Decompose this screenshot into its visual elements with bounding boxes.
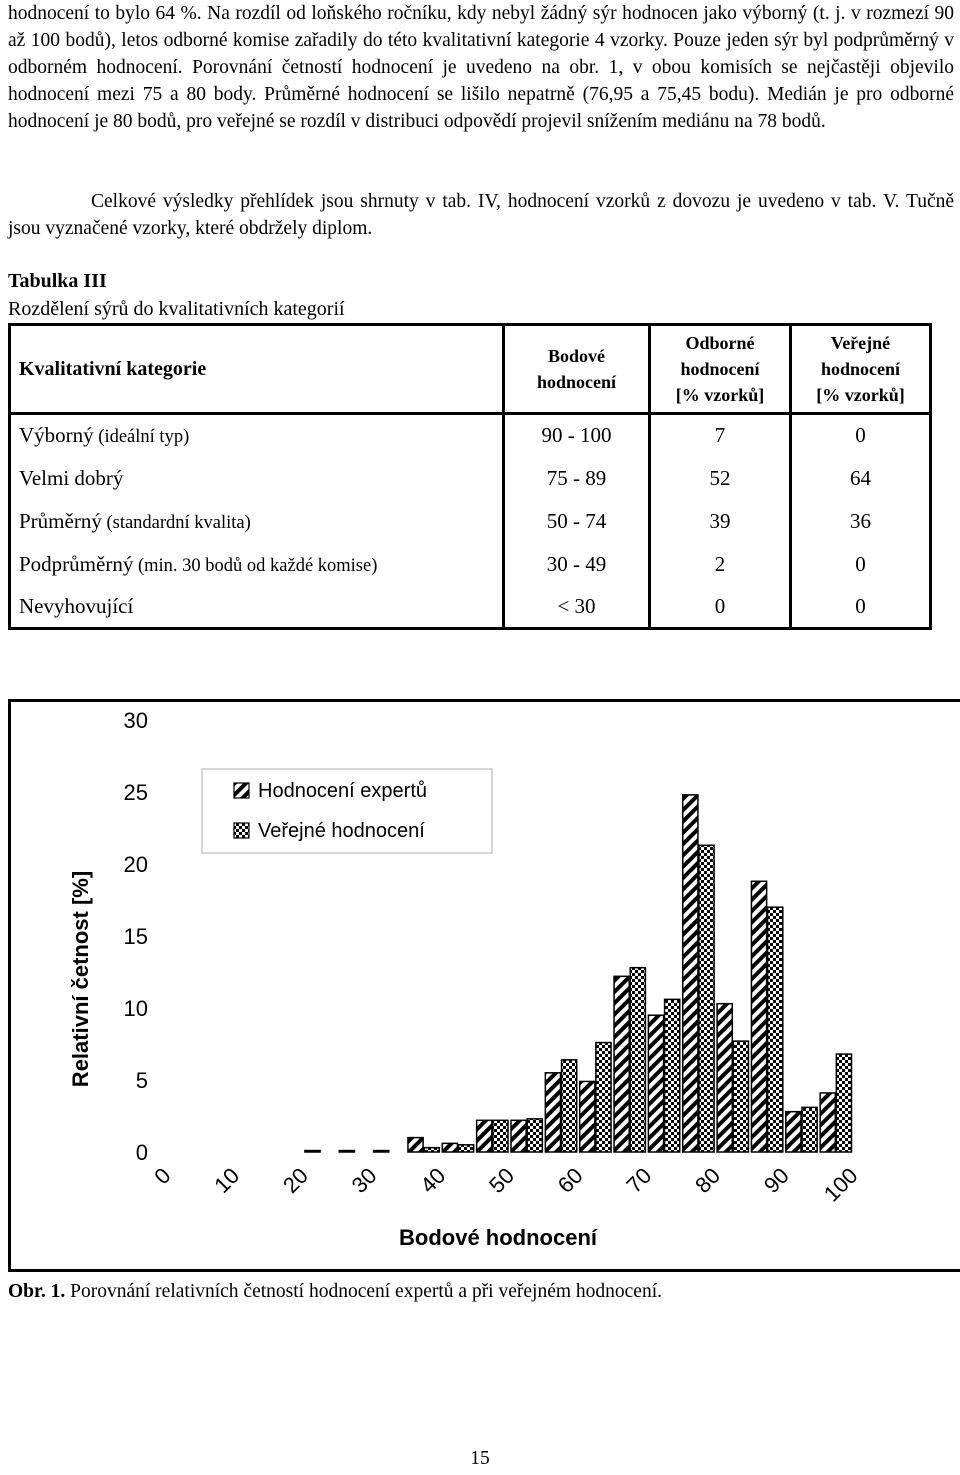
bar-public xyxy=(596,1043,611,1152)
bar-expert xyxy=(580,1081,595,1152)
table-header-row xyxy=(10,325,931,414)
bar-expert xyxy=(374,1151,389,1152)
x-tick-label: 70 xyxy=(621,1162,657,1198)
public-cell: 0 xyxy=(855,593,866,618)
bar-expert xyxy=(751,881,766,1152)
bar-expert xyxy=(305,1151,320,1152)
x-tick-label: 20 xyxy=(277,1162,313,1198)
bar-public xyxy=(836,1054,851,1152)
bar-expert xyxy=(442,1143,457,1152)
header-points: Bodové hodnocení xyxy=(504,325,650,414)
header-public: Veřejné hodnocení [% vzorků] xyxy=(816,333,905,405)
table-label: Tabulka III xyxy=(8,270,107,292)
bar-public xyxy=(630,968,645,1152)
x-tick-label: 30 xyxy=(346,1162,382,1198)
y-axis-label: Relativní četnost [%] xyxy=(68,870,93,1088)
bar-public xyxy=(733,1041,748,1152)
figure-caption xyxy=(8,1281,662,1303)
chart-legend xyxy=(202,769,492,853)
bar-expert xyxy=(339,1151,354,1152)
bar-public xyxy=(562,1060,577,1152)
figure-label: Obr. 1. xyxy=(8,1281,66,1302)
bar-expert xyxy=(717,1004,732,1152)
y-tick-label: 20 xyxy=(123,852,148,877)
bar-expert xyxy=(408,1138,423,1152)
bar-public xyxy=(424,1148,439,1152)
x-tick-label: 40 xyxy=(415,1162,451,1198)
public-cell: 0 xyxy=(855,551,866,576)
bar-public xyxy=(699,845,714,1152)
header-expert: Odborné hodnocení [% vzorků] xyxy=(650,325,791,414)
bar-expert xyxy=(683,795,698,1152)
figure-chart xyxy=(8,679,960,1274)
body-paragraph: hodnocení to bylo 64 %. Na rozdíl od loňského ročníku, kdy nebyl žádný sýr hodnocen jako výborný (t. j. v rozmezí 90 až 100 bodů), letos odborné komise zařadily do této kvalitativní kategorie 4 vzorky. Pouze jeden sýr byl podprůměrný v odborném hodnocení. Porovnání četností hodnocení je uvedeno na obr. 1, v obou komisích se nejčastěji objevilo hodnocení mezi 75 a 80 body. Průměrné hodnocení se lišilo nepatrně (76,95 a 75,45 bodu). Medián je pro odborné hodnocení je 80 bodů, pro veřejné se rozdíl v distribuci odpovědí projevil snížením mediánu na 78 bodů. xyxy=(8,3,954,132)
histogram-chart xyxy=(8,679,960,1274)
y-tick-label: 0 xyxy=(135,1140,148,1165)
bar-public xyxy=(665,999,680,1152)
expert-cell: 0 xyxy=(650,586,791,629)
points-cell: 30 - 49 xyxy=(504,543,650,586)
y-tick-label: 5 xyxy=(135,1068,148,1093)
bar-expert xyxy=(786,1112,801,1152)
legend-swatch-expert xyxy=(234,783,249,798)
expert-cell: 7 xyxy=(650,414,791,457)
bar-public xyxy=(458,1145,473,1152)
points-cell: 50 - 74 xyxy=(504,500,650,543)
header-category: Kvalitativní kategorie xyxy=(19,358,207,380)
table-row xyxy=(10,414,931,457)
bar-expert xyxy=(648,1015,663,1152)
legend-label-public: Veřejné hodnocení xyxy=(258,820,425,842)
bar-public xyxy=(493,1120,508,1152)
points-cell: 75 - 89 xyxy=(504,457,650,500)
category-cell: Výborný (ideální typ) xyxy=(19,423,190,448)
table-row xyxy=(10,457,931,500)
table-caption: Rozdělení sýrů do kvalitativních kategorií xyxy=(8,298,345,320)
bar-public xyxy=(768,907,783,1152)
table-row xyxy=(10,543,931,586)
x-tick-label: 0 xyxy=(149,1162,176,1190)
bar-expert xyxy=(614,976,629,1152)
bar-expert xyxy=(511,1120,526,1152)
body-paragraph: Celkové výsledky přehlídek jsou shrnuty v tab. IV, hodnocení vzorků z dovozu je uvedeno v tab. V. Tučně jsou vyznačené vzorky, které obdržely diplom. xyxy=(8,191,954,239)
table-row xyxy=(10,500,931,543)
public-cell: 0 xyxy=(855,423,866,448)
x-tick-label: 60 xyxy=(552,1162,588,1198)
public-cell: 36 xyxy=(850,508,871,533)
public-cell: 64 xyxy=(850,465,871,490)
x-tick-label: 90 xyxy=(758,1162,794,1198)
table-row xyxy=(10,586,931,629)
category-cell: Nevyhovující xyxy=(19,593,134,618)
category-cell: Podprůměrný (min. 30 bodů od každé komise) xyxy=(19,551,378,576)
points-cell: < 30 xyxy=(504,586,650,629)
page-number: 15 xyxy=(470,1448,490,1469)
expert-cell: 52 xyxy=(650,457,791,500)
category-cell: Průměrný (standardní kvalita) xyxy=(19,508,251,533)
quality-category-table xyxy=(8,323,932,630)
bar-public xyxy=(527,1119,542,1152)
y-tick-label: 30 xyxy=(123,708,148,733)
x-tick-label: 80 xyxy=(690,1162,726,1198)
x-tick-label: 50 xyxy=(484,1162,520,1198)
x-axis-label: Bodové hodnocení xyxy=(399,1225,597,1250)
y-tick-label: 10 xyxy=(123,996,148,1021)
x-tick-label: 100 xyxy=(818,1162,863,1207)
x-tick-label: 10 xyxy=(209,1162,245,1198)
bar-expert xyxy=(545,1073,560,1152)
bar-expert xyxy=(477,1120,492,1152)
expert-cell: 2 xyxy=(650,543,791,586)
expert-cell: 39 xyxy=(650,500,791,543)
y-tick-label: 15 xyxy=(123,924,148,949)
category-cell: Velmi dobrý xyxy=(19,465,124,490)
legend-label-expert: Hodnocení expertů xyxy=(258,780,428,802)
y-tick-label: 25 xyxy=(123,780,148,805)
points-cell: 90 - 100 xyxy=(504,414,650,457)
bar-expert xyxy=(820,1093,835,1152)
bar-public xyxy=(802,1107,817,1152)
figure-caption-text: Porovnání relativních četností hodnocení expertů a při veřejném hodnocení. xyxy=(65,1281,662,1302)
legend-swatch-public xyxy=(234,823,249,838)
